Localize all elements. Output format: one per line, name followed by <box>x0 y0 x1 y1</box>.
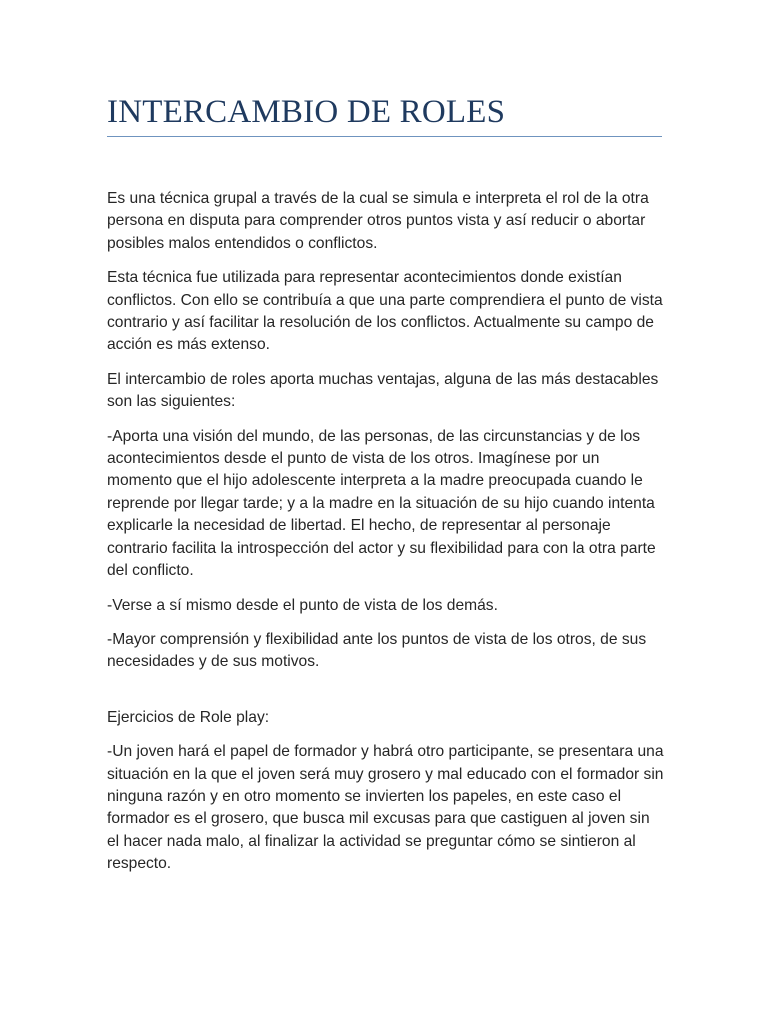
paragraph-advantage-vision: -Aporta una visión del mundo, de las personas, de las circunstancias y de los acontecimientos desde el punto de vista de los otros. Imagínese por un momento que el hijo adolescente interpreta a la madre preocupada cuando le reprende por llegar tarde; y a la madre en la situación de su hijo cuando intenta explicarle la necesidad de libertad. El hecho, de representar al personaje contrario facilita la introspección del actor y su flexibilidad para con la otra parte del conflicto. <box>107 427 656 580</box>
paragraph-exercise-1: -Un joven hará el papel de formador y habrá otro participante, se presentara una situación en la que el joven será muy grosero y mal educado con el formador sin ninguna razón y en otro momento se invierten los papeles, en este caso el formador es el grosero, que busca mil excusas para que castiguen al joven sin el hacer nada malo, al finalizar la actividad se preguntar cómo se sintieron al respecto. <box>107 743 664 873</box>
paragraph-advantage-flexibility: -Mayor comprensión y flexibilidad ante los puntos de vista de los otros, de sus necesidades y de sus motivos. <box>107 630 647 671</box>
paragraph-intro: Es una técnica grupal a través de la cual se simula e interpreta el rol de la otra persona en disputa para comprender otros puntos vista y así reducir o abortar posibles malos entendidos o conflictos. <box>107 190 649 252</box>
paragraph-advantage-self: -Verse a sí mismo desde el punto de vista de los demás. <box>107 596 498 614</box>
page-title: INTERCAMBIO DE ROLES <box>107 94 506 130</box>
paragraph-advantages-intro: El intercambio de roles aporta muchas ventajas, alguna de las más destacables son las siguientes: <box>107 370 659 411</box>
title-underline <box>107 136 662 137</box>
paragraph-exercises-heading: Ejercicios de Role play: <box>107 708 270 726</box>
document-body <box>107 188 665 888</box>
paragraph-history: Esta técnica fue utilizada para representar acontecimientos donde existían conflictos. Con ello se contribuía a que una parte comprendiera el punto de vista contrario y así facilitar la resolución de los conflictos. Actualmente su campo de acción es más extenso. <box>107 269 663 354</box>
